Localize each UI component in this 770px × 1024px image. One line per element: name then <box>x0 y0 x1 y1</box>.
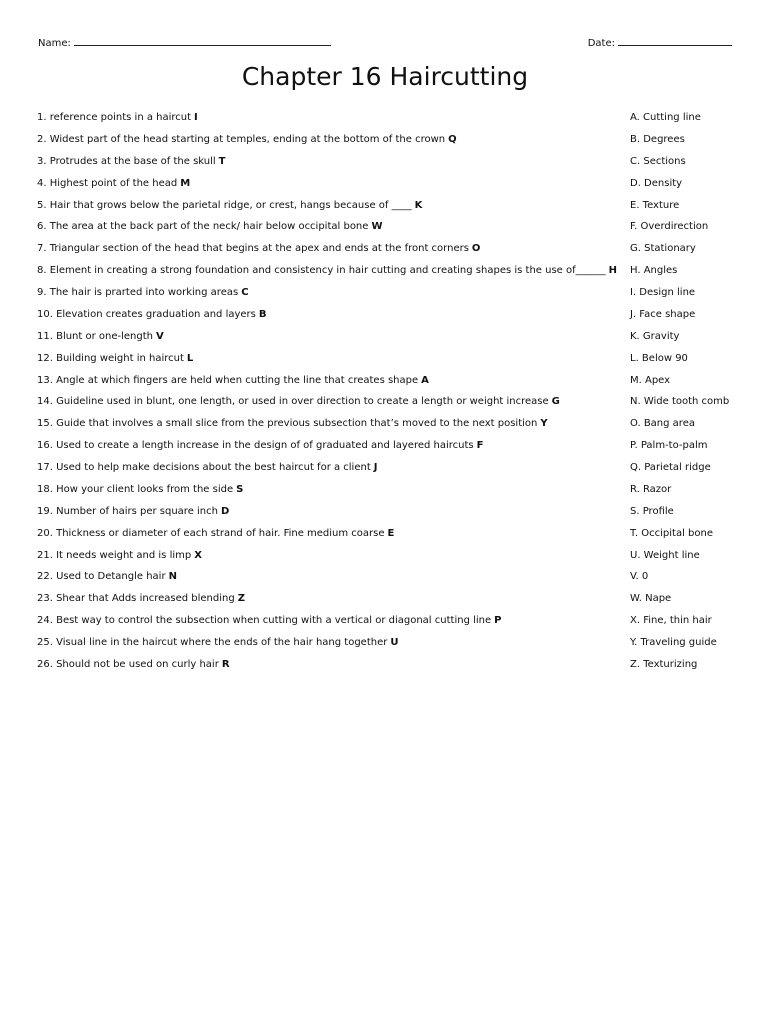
answer-option: H. Angles <box>630 265 678 277</box>
question-item <box>37 133 622 155</box>
answer-option: L. Below 90 <box>630 352 688 364</box>
question-item <box>37 220 622 242</box>
question-item <box>37 505 622 527</box>
question-item <box>37 439 622 461</box>
question-text: 8. Element in creating a strong foundation and consistency in hair cutting and creating shapes is the use of______ <box>37 265 606 277</box>
question-item <box>37 592 622 614</box>
question-text: 19. Number of hairs per square inch <box>37 505 218 517</box>
question-item <box>37 636 622 658</box>
date-label: Date: <box>587 38 615 49</box>
question-item <box>37 527 622 549</box>
question-item <box>37 155 622 177</box>
question-text: 23. Shear that Adds increased blending <box>37 593 235 605</box>
question-text: 4. Highest point of the head <box>37 177 178 189</box>
answer-option: R. Razor <box>630 483 672 495</box>
question-item <box>37 199 622 221</box>
question-text: 5. Hair that grows below the parietal ridge, or crest, hangs because of ____ <box>37 199 412 211</box>
question-item <box>37 111 622 133</box>
question-answer: T <box>218 155 226 167</box>
question-answer: P <box>494 615 502 627</box>
question-item <box>37 417 622 439</box>
question-text: 26. Should not be used on curly hair <box>37 658 219 670</box>
question-text: 24. Best way to control the subsection when cutting with a vertical or diagonal cutting line <box>37 615 492 627</box>
answer-option: U. Weight line <box>630 549 700 561</box>
answer-option: D. Density <box>630 177 683 189</box>
question-answer: B <box>258 308 267 320</box>
question-text: 20. Thickness or diameter of each strand of hair. Fine medium coarse <box>37 527 385 539</box>
date-field <box>588 36 732 49</box>
question-item <box>37 614 622 636</box>
question-item <box>37 352 622 374</box>
question-text: 13. Angle at which fingers are held when cutting the line that creates shape <box>37 374 419 386</box>
question-answer: X <box>194 549 202 561</box>
answer-option: S. Profile <box>630 505 674 517</box>
question-answer: A <box>421 374 429 386</box>
question-item <box>37 374 622 396</box>
answer-list <box>630 111 760 680</box>
question-answer: O <box>471 243 481 255</box>
answer-option: Q. Parietal ridge <box>630 462 711 473</box>
question-item <box>37 308 622 330</box>
question-text: 7. Triangular section of the head that begins at the apex and ends at the front corners <box>37 243 469 255</box>
answer-option: O. Bang area <box>630 418 695 430</box>
question-answer: K <box>414 199 423 211</box>
question-item <box>37 330 622 352</box>
question-answer: U <box>390 637 399 648</box>
name-field <box>38 36 331 49</box>
question-answer: N <box>168 571 177 583</box>
question-text: 22. Used to Detangle hair <box>37 571 166 583</box>
question-item <box>37 483 622 505</box>
answer-option: Z. Texturizing <box>630 658 698 670</box>
question-text: 21. It needs weight and is limp <box>37 549 192 561</box>
question-text: 6. The area at the back part of the neck/ hair below occipital bone <box>37 221 369 233</box>
answer-option: M. Apex <box>630 374 671 386</box>
answer-option: T. Occipital bone <box>630 527 714 539</box>
question-answer: I <box>194 112 198 123</box>
answer-option: Y. Traveling guide <box>630 637 717 648</box>
question-answer: Q <box>448 133 457 145</box>
question-text: 2. Widest part of the head starting at temples, ending at the bottom of the crown <box>37 133 446 145</box>
name-label: Name: <box>38 38 71 49</box>
question-answer: D <box>220 505 230 517</box>
date-line[interactable] <box>618 36 732 46</box>
question-item <box>37 461 622 483</box>
answer-option: F. Overdirection <box>630 221 709 233</box>
answer-option: N. Wide tooth comb <box>630 396 730 408</box>
question-answer: R <box>221 658 230 670</box>
answer-option: E. Texture <box>630 199 680 211</box>
question-answer: M <box>180 177 191 189</box>
question-answer: F <box>476 440 484 452</box>
name-line[interactable] <box>74 36 331 46</box>
question-answer: J <box>373 462 378 473</box>
question-item <box>37 549 622 571</box>
question-text: 9. The hair is prarted into working areas <box>37 287 239 298</box>
question-item <box>37 658 622 680</box>
question-text: 12. Building weight in haircut <box>37 352 184 364</box>
question-text: 1. reference points in a haircut <box>37 112 192 123</box>
question-text: 17. Used to help make decisions about the best haircut for a client <box>37 462 371 473</box>
question-answer: H <box>608 265 618 277</box>
question-answer: W <box>371 221 383 233</box>
question-answer: S <box>236 483 244 495</box>
answer-option: X. Fine, thin hair <box>630 615 712 627</box>
answer-option: I. Design line <box>630 287 696 298</box>
answer-option: A. Cutting line <box>630 112 701 123</box>
question-item <box>37 286 622 308</box>
question-text: 10. Elevation creates graduation and layers <box>37 308 256 320</box>
answer-option: J. Face shape <box>630 308 696 320</box>
question-item <box>37 395 622 417</box>
question-text: 11. Blunt or one-length <box>37 330 153 342</box>
answer-option: B. Degrees <box>630 133 685 145</box>
question-answer: C <box>241 287 249 298</box>
answer-option: K. Gravity <box>630 330 680 342</box>
question-answer: Z <box>237 593 245 605</box>
question-text: 14. Guideline used in blunt, one length, or used in over direction to create a length or weight increase <box>37 396 549 408</box>
header <box>38 36 732 50</box>
question-answer: V <box>156 330 164 342</box>
answer-option: G. Stationary <box>630 243 696 255</box>
question-answer: Y <box>540 418 548 430</box>
question-item <box>37 264 622 286</box>
question-list <box>37 111 622 680</box>
question-answer: G <box>551 396 560 408</box>
answer-option: C. Sections <box>630 155 686 167</box>
question-item <box>37 242 622 264</box>
answer-option: V. 0 <box>630 571 649 583</box>
question-text: 15. Guide that involves a small slice from the previous subsection that’s moved to the next position <box>37 418 538 430</box>
question-item <box>37 570 622 592</box>
answer-option: W. Nape <box>630 593 672 605</box>
question-answer: E <box>387 527 395 539</box>
question-answer: L <box>186 352 194 364</box>
question-item <box>37 177 622 199</box>
question-text: 18. How your client looks from the side <box>37 483 234 495</box>
question-text: 16. Used to create a length increase in the design of of graduated and layered haircuts <box>37 440 474 452</box>
question-text: 25. Visual line in the haircut where the ends of the hair hang together <box>37 637 388 648</box>
question-text: 3. Protrudes at the base of the skull <box>37 155 216 167</box>
answer-option: P. Palm-to-palm <box>630 440 708 452</box>
page-title: Chapter 16 Haircutting <box>241 62 529 91</box>
